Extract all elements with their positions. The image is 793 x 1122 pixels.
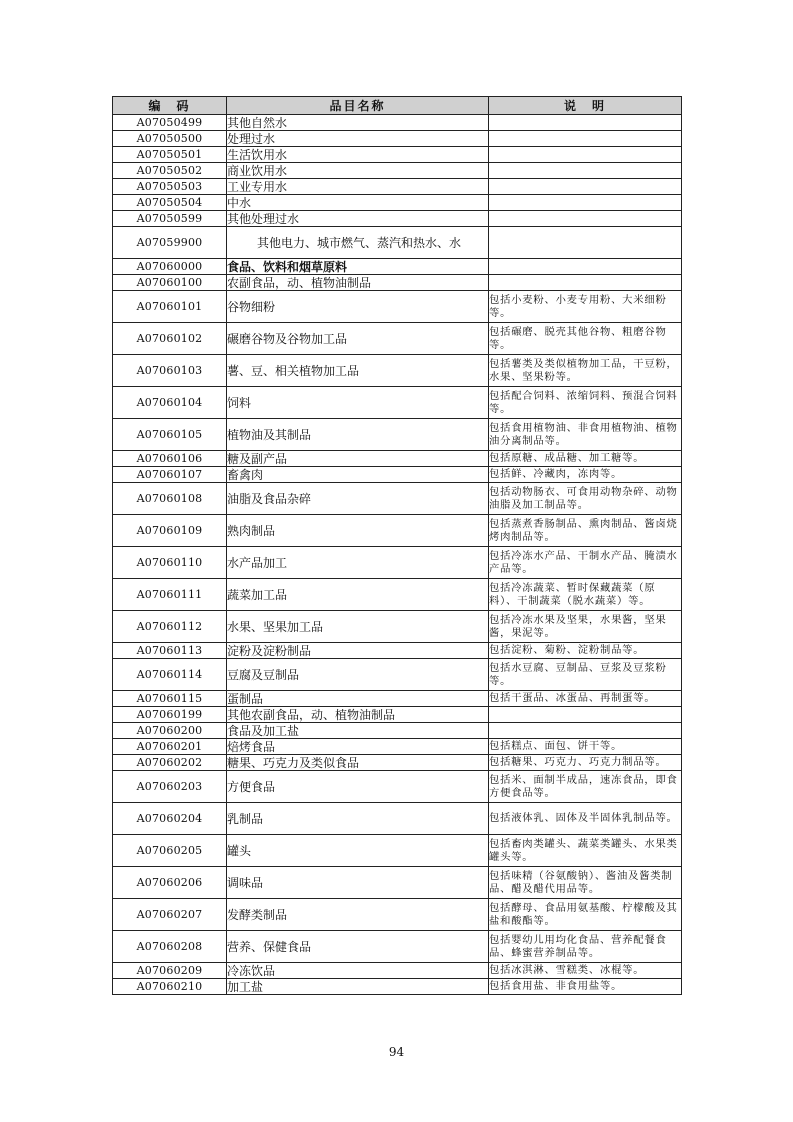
- item-description: 包括糕点、面包、饼干等。: [489, 739, 682, 755]
- item-code: A07060107: [113, 467, 227, 483]
- table-row: [113, 755, 682, 771]
- item-code: A07060113: [113, 643, 227, 659]
- item-description: 包括薯类及类似植物加工品，干豆粉，水果、坚果粉等。: [489, 355, 682, 387]
- item-name: 商业饮用水: [227, 163, 489, 179]
- item-code: A07060115: [113, 691, 227, 707]
- item-code: A07060208: [113, 931, 227, 963]
- item-description: 包括畜肉类罐头、蔬菜类罐头、水果类罐头等。: [489, 835, 682, 867]
- table-row: [113, 867, 682, 899]
- item-name: 蔬菜加工品: [227, 579, 489, 611]
- item-code: A07060203: [113, 771, 227, 803]
- item-code: A07050501: [113, 147, 227, 163]
- item-code: A07050503: [113, 179, 227, 195]
- item-name: 加工盐: [227, 979, 489, 995]
- table-row: [113, 803, 682, 835]
- item-description: 包括蒸煮香肠制品、熏肉制品、酱卤烧烤肉制品等。: [489, 515, 682, 547]
- table-row: [113, 147, 682, 163]
- table-row: [113, 227, 682, 259]
- item-code: A07060109: [113, 515, 227, 547]
- item-code: A07060103: [113, 355, 227, 387]
- item-code: A07060200: [113, 723, 227, 739]
- catalog-table: [112, 96, 682, 995]
- item-name: 食品及加工盐: [227, 723, 489, 739]
- item-description: [489, 163, 682, 179]
- table-row: [113, 931, 682, 963]
- table-row: [113, 691, 682, 707]
- item-description: [489, 211, 682, 227]
- item-name: 其他处理过水: [227, 211, 489, 227]
- item-description: [489, 147, 682, 163]
- table-row: [113, 355, 682, 387]
- item-code: A07060205: [113, 835, 227, 867]
- item-code: A07050504: [113, 195, 227, 211]
- item-description: 包括淀粉、菊粉、淀粉制品等。: [489, 643, 682, 659]
- item-name: 糖果、巧克力及类似食品: [227, 755, 489, 771]
- item-name: 食品、饮料和烟草原料: [227, 259, 489, 275]
- item-name: 冷冻饮品: [227, 963, 489, 979]
- item-description: 包括小麦粉、小麦专用粉、大米细粉等。: [489, 291, 682, 323]
- table-row: [113, 131, 682, 147]
- item-description: 包括冷冻水果及坚果，水果酱，坚果酱，果泥等。: [489, 611, 682, 643]
- item-code: A07060101: [113, 291, 227, 323]
- item-description: [489, 115, 682, 131]
- item-name: 农副食品，动、植物油制品: [227, 275, 489, 291]
- item-code: A07060110: [113, 547, 227, 579]
- header-description: 说 明: [489, 97, 682, 115]
- item-description: [489, 707, 682, 723]
- item-description: 包括原糖、成品糖、加工糖等。: [489, 451, 682, 467]
- item-code: A07060207: [113, 899, 227, 931]
- item-description: 包括味精（谷氨酸钠）、酱油及酱类制品、醋及醋代用品等。: [489, 867, 682, 899]
- item-code: A07060210: [113, 979, 227, 995]
- table-body: [113, 115, 682, 995]
- table-row: [113, 211, 682, 227]
- table-row: [113, 195, 682, 211]
- item-name: 蛋制品: [227, 691, 489, 707]
- item-name: 熟肉制品: [227, 515, 489, 547]
- table-row: [113, 643, 682, 659]
- item-name: 油脂及食品杂碎: [227, 483, 489, 515]
- table-row: [113, 899, 682, 931]
- item-description: 包括冰淇淋、雪糕类、冰棍等。: [489, 963, 682, 979]
- item-code: A07060206: [113, 867, 227, 899]
- item-description: 包括干蛋品、冰蛋品、再制蛋等。: [489, 691, 682, 707]
- item-name: 水果、坚果加工品: [227, 611, 489, 643]
- header-item-name: 品目名称: [227, 97, 489, 115]
- item-code: A07060112: [113, 611, 227, 643]
- item-code: A07060108: [113, 483, 227, 515]
- item-code: A07060102: [113, 323, 227, 355]
- item-description: 包括碾磨、脱壳其他谷物、粗磨谷物等。: [489, 323, 682, 355]
- table-row: [113, 515, 682, 547]
- item-code: A07059900: [113, 227, 227, 259]
- item-code: A07050502: [113, 163, 227, 179]
- item-description: 包括配合饲料、浓缩饲料、预混合饲料等。: [489, 387, 682, 419]
- item-code: A07050499: [113, 115, 227, 131]
- item-code: A07050500: [113, 131, 227, 147]
- item-name: 其他自然水: [227, 115, 489, 131]
- item-name: 薯、豆、相关植物加工品: [227, 355, 489, 387]
- table-row: [113, 115, 682, 131]
- item-name: 其他农副食品，动、植物油制品: [227, 707, 489, 723]
- item-name: 方便食品: [227, 771, 489, 803]
- item-name: 发酵类制品: [227, 899, 489, 931]
- table-row: [113, 259, 682, 275]
- table-row: [113, 659, 682, 691]
- item-description: [489, 723, 682, 739]
- item-name: 碾磨谷物及谷物加工品: [227, 323, 489, 355]
- item-description: 包括液体乳、固体及半固体乳制品等。: [489, 803, 682, 835]
- item-description: [489, 275, 682, 291]
- item-name: 处理过水: [227, 131, 489, 147]
- item-name: 焙烤食品: [227, 739, 489, 755]
- item-code: A07060105: [113, 419, 227, 451]
- item-description: 包括水豆腐、豆制品、豆浆及豆浆粉等。: [489, 659, 682, 691]
- item-name: 调味品: [227, 867, 489, 899]
- item-description: 包括冷冻水产品、干制水产品、腌渍水产品等。: [489, 547, 682, 579]
- table-row: [113, 835, 682, 867]
- item-name: 乳制品: [227, 803, 489, 835]
- item-name: 豆腐及豆制品: [227, 659, 489, 691]
- item-name: 中水: [227, 195, 489, 211]
- table-row: [113, 163, 682, 179]
- page-number: 94: [388, 1045, 405, 1059]
- table-row: [113, 579, 682, 611]
- table-row: [113, 291, 682, 323]
- item-description: [489, 179, 682, 195]
- item-code: A07060202: [113, 755, 227, 771]
- item-description: 包括食用盐、非食用盐等。: [489, 979, 682, 995]
- item-code: A07050599: [113, 211, 227, 227]
- item-code: A07060000: [113, 259, 227, 275]
- table-row: [113, 451, 682, 467]
- item-description: 包括婴幼儿用均化食品、营养配餐食品、蜂蜜营养制品等。: [489, 931, 682, 963]
- item-code: A07060106: [113, 451, 227, 467]
- item-code: A07060204: [113, 803, 227, 835]
- item-name: 饲料: [227, 387, 489, 419]
- table-header-row: [113, 97, 682, 115]
- item-name: 糖及副产品: [227, 451, 489, 467]
- table-row: [113, 963, 682, 979]
- item-description: 包括动物肠衣、可食用动物杂碎、动物油脂及加工制品等。: [489, 483, 682, 515]
- item-name: 谷物细粉: [227, 291, 489, 323]
- item-description: 包括糖果、巧克力、巧克力制品等。: [489, 755, 682, 771]
- item-code: A07060201: [113, 739, 227, 755]
- item-description: 包括鲜、冷藏肉，冻肉等。: [489, 467, 682, 483]
- table-row: [113, 483, 682, 515]
- item-name: 工业专用水: [227, 179, 489, 195]
- item-description: 包括食用植物油、非食用植物油、植物油分离制品等。: [489, 419, 682, 451]
- table-row: [113, 275, 682, 291]
- item-code: A07060199: [113, 707, 227, 723]
- table-row: [113, 547, 682, 579]
- table-row: [113, 179, 682, 195]
- item-description: 包括米、面制半成品，速冻食品，即食方便食品等。: [489, 771, 682, 803]
- table-row: [113, 419, 682, 451]
- table-row: [113, 979, 682, 995]
- table-row: [113, 387, 682, 419]
- table-row: [113, 707, 682, 723]
- item-name: 畜禽肉: [227, 467, 489, 483]
- item-description: 包括酵母、食品用氨基酸、柠檬酸及其盐和酸酯等。: [489, 899, 682, 931]
- item-name: 淀粉及淀粉制品: [227, 643, 489, 659]
- item-description: [489, 195, 682, 211]
- table-row: [113, 723, 682, 739]
- item-code: A07060104: [113, 387, 227, 419]
- item-code: A07060209: [113, 963, 227, 979]
- item-description: 包括冷冻蔬菜、暂时保藏蔬菜（原料）、干制蔬菜（脱水蔬菜）等。: [489, 579, 682, 611]
- table-row: [113, 739, 682, 755]
- item-description: [489, 131, 682, 147]
- item-name: 营养、保健食品: [227, 931, 489, 963]
- item-name: 生活饮用水: [227, 147, 489, 163]
- item-description: [489, 259, 682, 275]
- item-code: A07060100: [113, 275, 227, 291]
- table-row: [113, 467, 682, 483]
- item-code: A07060111: [113, 579, 227, 611]
- item-name: 水产品加工: [227, 547, 489, 579]
- table-row: [113, 611, 682, 643]
- table-row: [113, 771, 682, 803]
- item-name: 罐头: [227, 835, 489, 867]
- item-name: 其他电力、城市燃气、蒸汽和热水、水: [227, 227, 489, 259]
- table-row: [113, 323, 682, 355]
- item-name: 植物油及其制品: [227, 419, 489, 451]
- item-code: A07060114: [113, 659, 227, 691]
- header-code: 编 码: [113, 97, 227, 115]
- item-description: [489, 227, 682, 259]
